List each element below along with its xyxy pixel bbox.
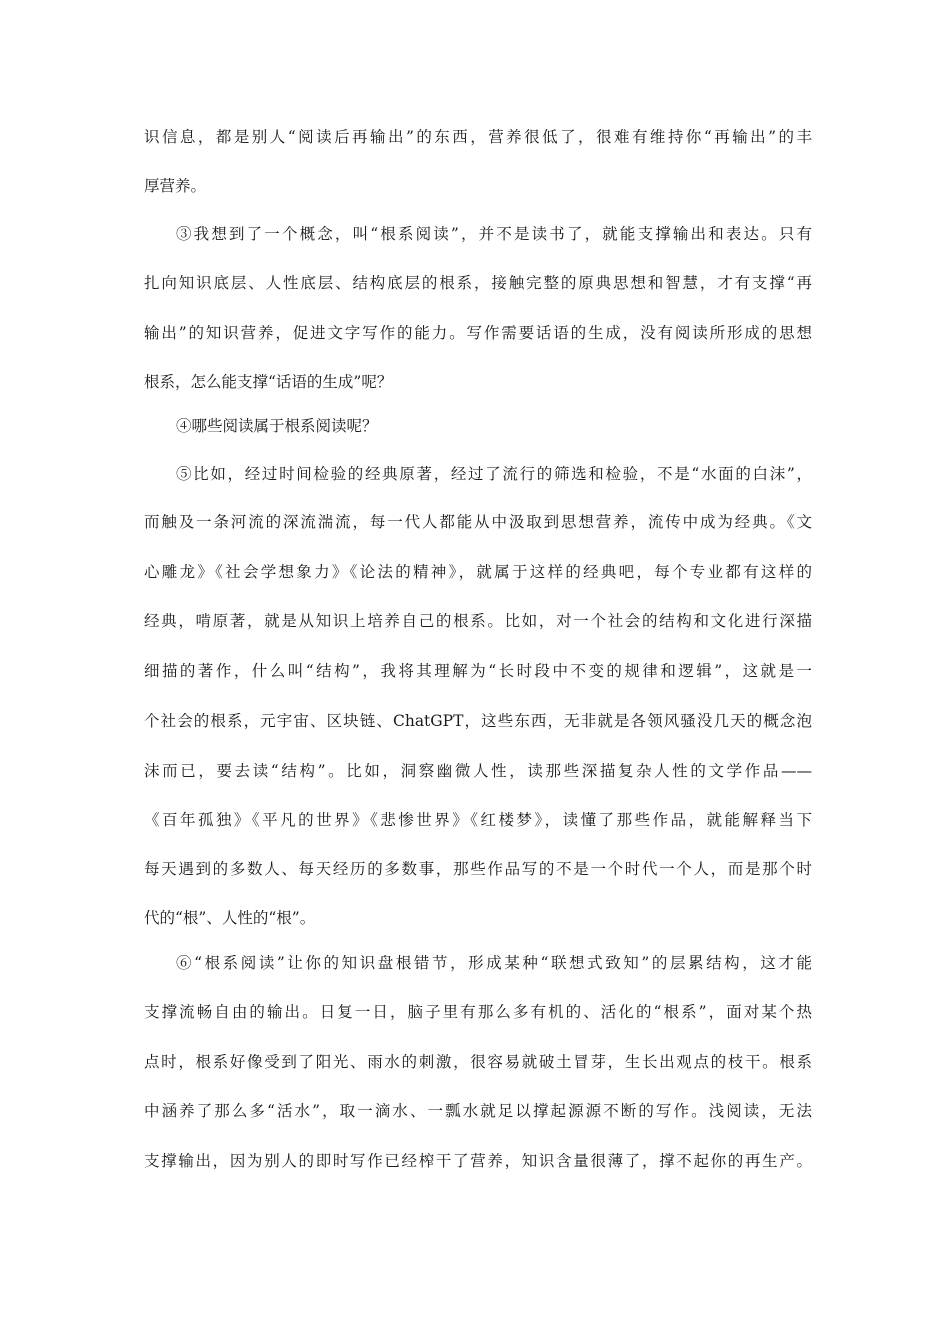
text-line: 中涵养了那么多“活水”，取一滴水、一瓢水就足以撑起源源不断的写作。浅阅读，无法 xyxy=(144,1102,812,1120)
text-line: 支撑输出，因为别人的即时写作已经榨干了营养，知识含量很薄了，撑不起你的再生产。 xyxy=(144,1152,812,1170)
text-line: 点时，根系好像受到了阳光、雨水的刺激，很容易就破土冒芽，生长出观点的枝干。根系 xyxy=(144,1053,812,1071)
text-line: 代的“根”、人性的“根”。 xyxy=(144,909,316,927)
paragraph-3-start: ③我想到了一个概念，叫“根系阅读”，并不是读书了，就能支撑输出和表达。只有 xyxy=(176,225,812,243)
text-line: 细描的著作，什么叫“结构”，我将其理解为“长时段中不变的规律和逻辑”，这就是一 xyxy=(144,662,812,680)
text-line: 沫而已，要去读“结构”。比如，洞察幽微人性，读那些深描复杂人性的文学作品—— xyxy=(144,762,812,780)
text-line: 扎向知识底层、人性底层、结构底层的根系，接触完整的原典思想和智慧，才有支撑“再 xyxy=(144,274,812,292)
text-line: 经典，啃原著，就是从知识上培养自己的根系。比如，对一个社会的结构和文化进行深描 xyxy=(144,612,812,630)
text-line: 《百年孤独》《平凡的世界》《悲惨世界》《红楼梦》，读懂了那些作品，就能解释当下 xyxy=(144,811,812,829)
text-line: 心雕龙》《社会学想象力》《论法的精神》，就属于这样的经典吧，每个专业都有这样的 xyxy=(144,563,812,581)
paragraph-4-start: ④哪些阅读属于根系阅读呢？ xyxy=(176,417,378,435)
text-line: 根系，怎么能支撑“话语的生成”呢？ xyxy=(144,373,393,391)
text-line: 厚营养。 xyxy=(144,177,207,195)
text-line: 输出”的知识营养，促进文字写作的能力。写作需要话语的生成，没有阅读所形成的思想 xyxy=(144,324,812,342)
paragraph-5-start: ⑤比如，经过时间检验的经典原著，经过了流行的筛选和检验，不是“水面的白沫”， xyxy=(176,465,812,483)
paragraph-6-start: ⑥“根系阅读”让你的知识盘根错节，形成某种“联想式致知”的层累结构，这才能 xyxy=(176,954,812,972)
text-line: 而触及一条河流的深流湍流，每一代人都能从中汲取到思想营养，流传中成为经典。《文 xyxy=(144,513,812,531)
text-line: 个社会的根系，元宇宙、区块链、ChatGPT，这些东西，无非就是各领风骚没几天的概念泡 xyxy=(144,712,812,730)
text-line: 支撑流畅自由的输出。日复一日，脑子里有那么多有机的、活化的“根系”，面对某个热 xyxy=(144,1003,812,1021)
text-line: 每天遇到的多数人、每天经历的多数事，那些作品写的不是一个时代一个人，而是那个时 xyxy=(144,860,812,878)
text-line: 识信息，都是别人“阅读后再输出”的东西，营养很低了，很难有维持你“再输出”的丰 xyxy=(144,128,812,146)
